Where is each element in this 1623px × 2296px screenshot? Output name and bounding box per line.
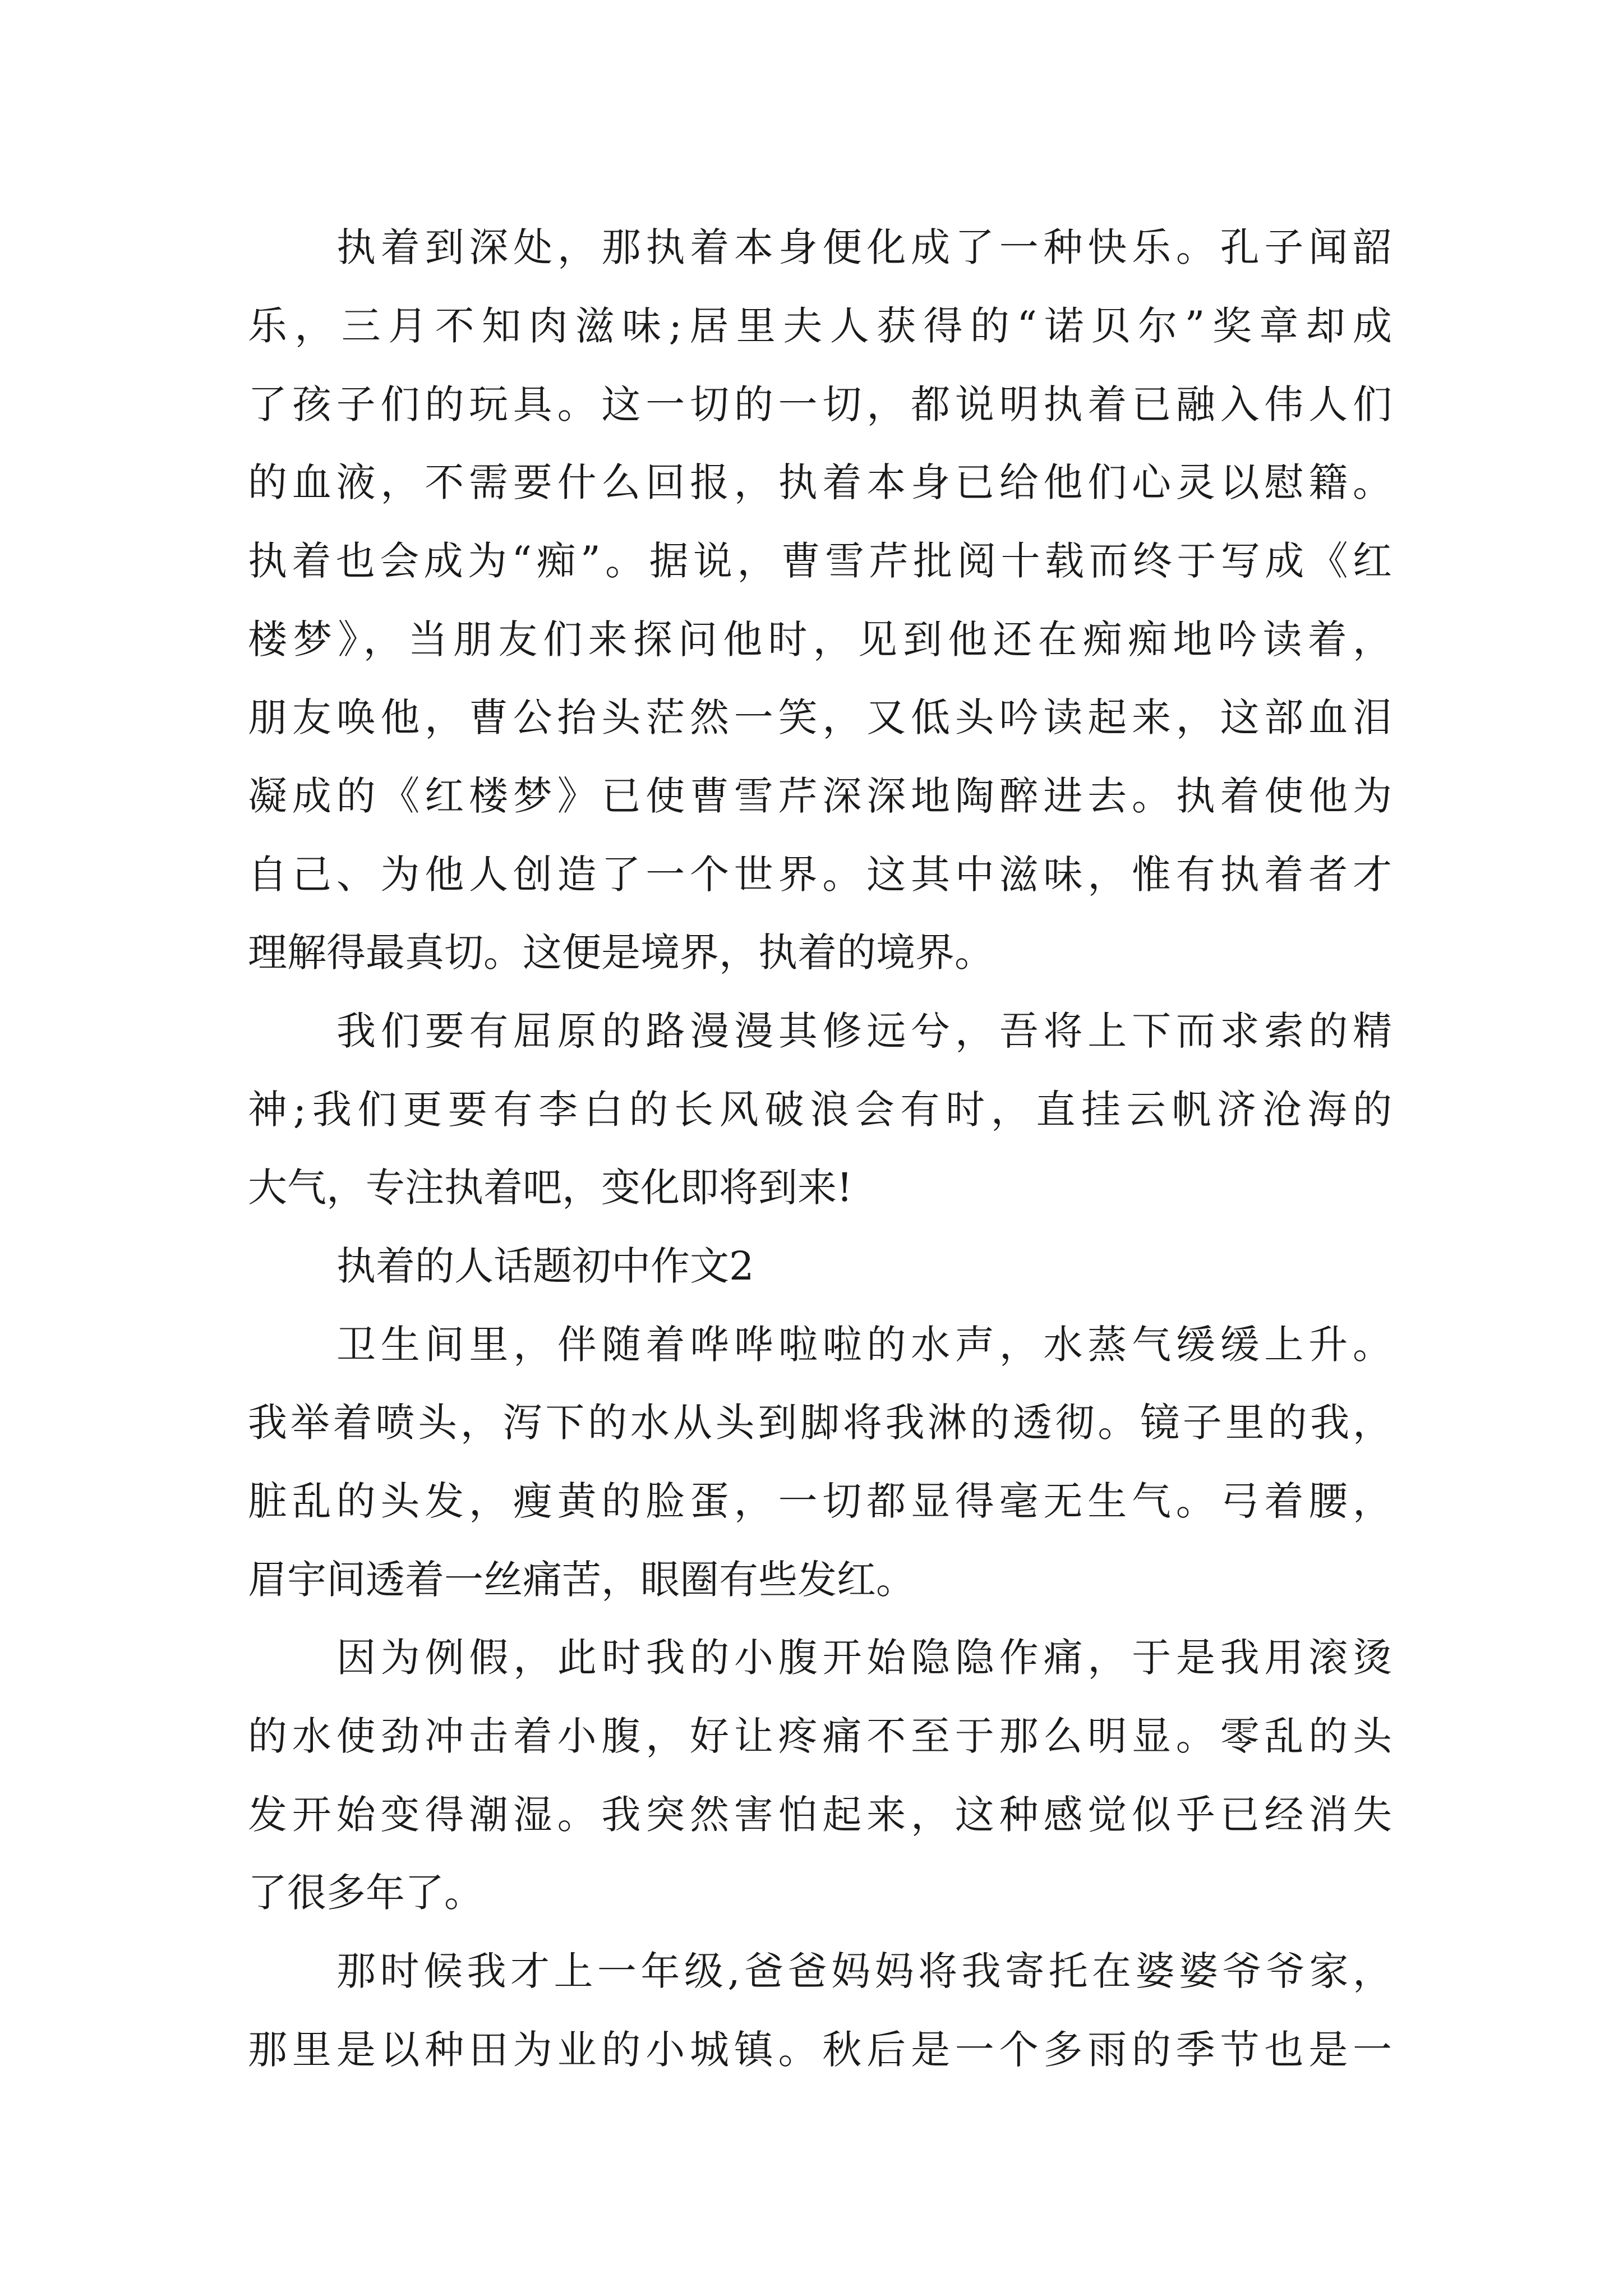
text-line: 那时候我才上一年级,爸爸妈妈将我寄托在婆婆爷爷家， xyxy=(336,1948,1392,1994)
text-line: 我举着喷头，泻下的水从头到脚将我淋的透彻。镜子里的我， xyxy=(248,1400,1392,1446)
text-line: 眉宇间透着一丝痛苦，眼圈有些发红。 xyxy=(248,1557,915,1603)
text-line: 的水使劲冲击着小腹，好让疼痛不至于那么明显。零乱的头 xyxy=(248,1713,1392,1759)
text-line: 执着到深处，那执着本身便化成了一种快乐。孔子闻韶 xyxy=(336,224,1392,270)
section-heading: 执着的人话题初中作文2 xyxy=(336,1243,754,1289)
text-line: 神;我们更要有李白的长风破浪会有时，直挂云帆济沧海的 xyxy=(248,1087,1392,1133)
text-line: 乐，三月不知肉滋味;居里夫人获得的“诺贝尔”奖章却成 xyxy=(248,303,1392,349)
text-line: 执着也会成为“痴”。据说，曹雪芹批阅十载而终于写成《红 xyxy=(248,538,1392,584)
text-line: 卫生间里，伴随着哗哗啦啦的水声，水蒸气缓缓上升。 xyxy=(336,1322,1392,1368)
text-line: 脏乱的头发，瘦黄的脸蛋，一切都显得毫无生气。弓着腰， xyxy=(248,1478,1392,1524)
text-line: 了孩子们的玩具。这一切的一切，都说明执着已融入伟人们 xyxy=(248,381,1392,427)
text-line: 凝成的《红楼梦》已使曹雪芹深深地陶醉进去。执着使他为 xyxy=(248,773,1392,819)
text-line: 理解得最真切。这便是境界，执着的境界。 xyxy=(248,930,994,976)
text-line: 自己、为他人创造了一个世界。这其中滋味，惟有执着者才 xyxy=(248,852,1392,898)
text-line: 的血液，不需要什么回报，执着本身已给他们心灵以慰籍。 xyxy=(248,459,1392,505)
text-line: 发开始变得潮湿。我突然害怕起来，这种感觉似乎已经消失 xyxy=(248,1792,1392,1838)
text-line: 那里是以种田为业的小城镇。秋后是一个多雨的季节也是一 xyxy=(248,2027,1392,2073)
text-line: 楼梦》，当朋友们来探问他时，见到他还在痴痴地吟读着， xyxy=(248,616,1392,662)
text-line: 因为例假，此时我的小腹开始隐隐作痛，于是我用滚烫 xyxy=(336,1635,1392,1681)
text-line: 大气，专注执着吧，变化即将到来! xyxy=(248,1165,853,1211)
text-line: 了很多年了。 xyxy=(248,1870,483,1916)
text-line: 朋友唤他，曹公抬头茫然一笑，又低头吟读起来，这部血泪 xyxy=(248,694,1392,740)
text-line: 我们要有屈原的路漫漫其修远兮，吾将上下而求索的精 xyxy=(336,1008,1392,1054)
